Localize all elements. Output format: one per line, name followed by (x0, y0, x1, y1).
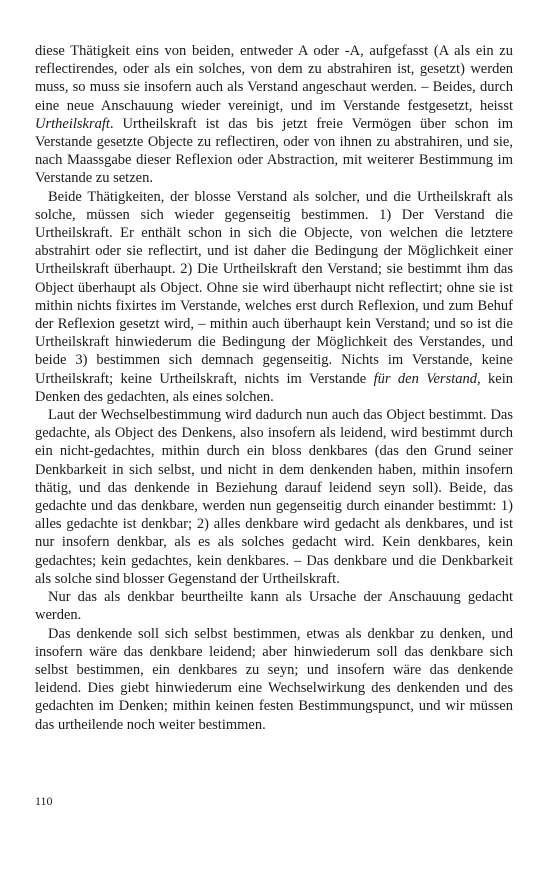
text-run: diese Thätigkeit eins von beiden, entweder A oder -A, aufgefasst (A als ein zu reflectirendes, oder als ein solches, von dem zu abstrahiren ist, gesetzt) werden muss, so muss sie insofern auch als Verstand angeschaut werden. – Beides, durch eine neue Anschauung wieder vereinigt, und im Verstande festgesetzt, heisst (35, 43, 513, 114)
paragraph (35, 42, 513, 188)
text-run: Laut der Wechselbestimmung wird dadurch nun auch das Object bestimmt. Das gedachte, als Object des Denkens, also insofern als leidend, wird bestimmt durch ein nicht-gedachtes, mithin durch ein bloss denkbares (das den Grund seiner Denkbarkeit in sich selbst, und nicht in dem denkenden haben, mithin insofern thätig, und das denkende in Beziehung darauf leidend seyn soll). Beide, das gedachte und das denkbare, werden nun gegenseitig durch einander bestimmt: 1) alles gedachte ist denkbar; 2) alles denkbare wird gedacht als denkbares, und ist nur insofern denkbar, als es als solches gedacht wird. Kein denkbares, kein gedachtes; kein gedachtes, kein denkbares. – Das denkbare und die Denkbarkeit als solche sind blosser Gegenstand der Urtheilskraft. (35, 407, 513, 587)
body-text (35, 42, 513, 734)
paragraph (35, 625, 513, 734)
italic-text: für den Verstand (373, 370, 477, 387)
paragraph (35, 406, 513, 588)
text-run: Nur das als denkbar beurtheilte kann als Ursache der Anschauung gedacht werden. (35, 589, 513, 624)
text-run: Das denkende soll sich selbst bestimmen, etwas als denkbar zu denken, und insofern wäre das denkbare leidend; aber hinwiederum soll das denkbare sich selbst bestimmen, ein denkbares zu seyn; und insofern wäre das denkende leidend. Dies giebt hinwiederum eine Wechselwirkung des denkenden und des gedachten im Denken; mithin keinen festen Bestimmungspunct, und wir müssen das urtheilende noch weiter bestimmen. (35, 625, 513, 733)
paragraph (35, 588, 513, 624)
page-number: 110 (35, 794, 53, 808)
text-run: Beide Thätigkeiten, der blosse Verstand als solcher, und die Urtheilskraft als solche, müssen sich wieder gegenseitig bestimmen. 1) Der Verstand die Urtheilskraft. Er enthält schon in sich die Objecte, von welchen die letztere abstrahirt oder sie reflectirt, und ist daher die Bedingung der Möglichkeit einer Urtheilskraft überhaupt. 2) Die Urtheilskraft den Verstand; sie bestimmt ihm das Object überhaupt als Object. Ohne sie wird überhaupt nicht reflectirt; ohne sie ist mithin nichts fixirtes im Verstande, welches erst durch Reflexion, und zum Behuf der Reflexion gesetzt wird, – mithin auch überhaupt kein Verstand; und so ist die Urtheilskraft hinwiederum die Bedingung der Möglichkeit des Verstandes, und beide 3) bestimmen sich demnach gegenseitig. Nichts im Verstande, keine Urtheilskraft; keine Urtheilskraft, nichts im Verstande (35, 188, 513, 387)
paragraph (35, 188, 513, 406)
text-run: . Urtheilskraft ist das bis jetzt freie Vermögen über schon im Verstande gesetzte Objecte zu reflectiren, oder von ihnen zu abstrahiren, und sie, nach Maassgabe dieser Reflexion oder Abstraction, mit weiterer Bestimmung im Verstande zu setzen. (35, 115, 513, 187)
text-run: , kein Denken des gedachten, als eines solchen. (35, 370, 514, 405)
italic-text: Urtheilskraft (35, 115, 110, 132)
